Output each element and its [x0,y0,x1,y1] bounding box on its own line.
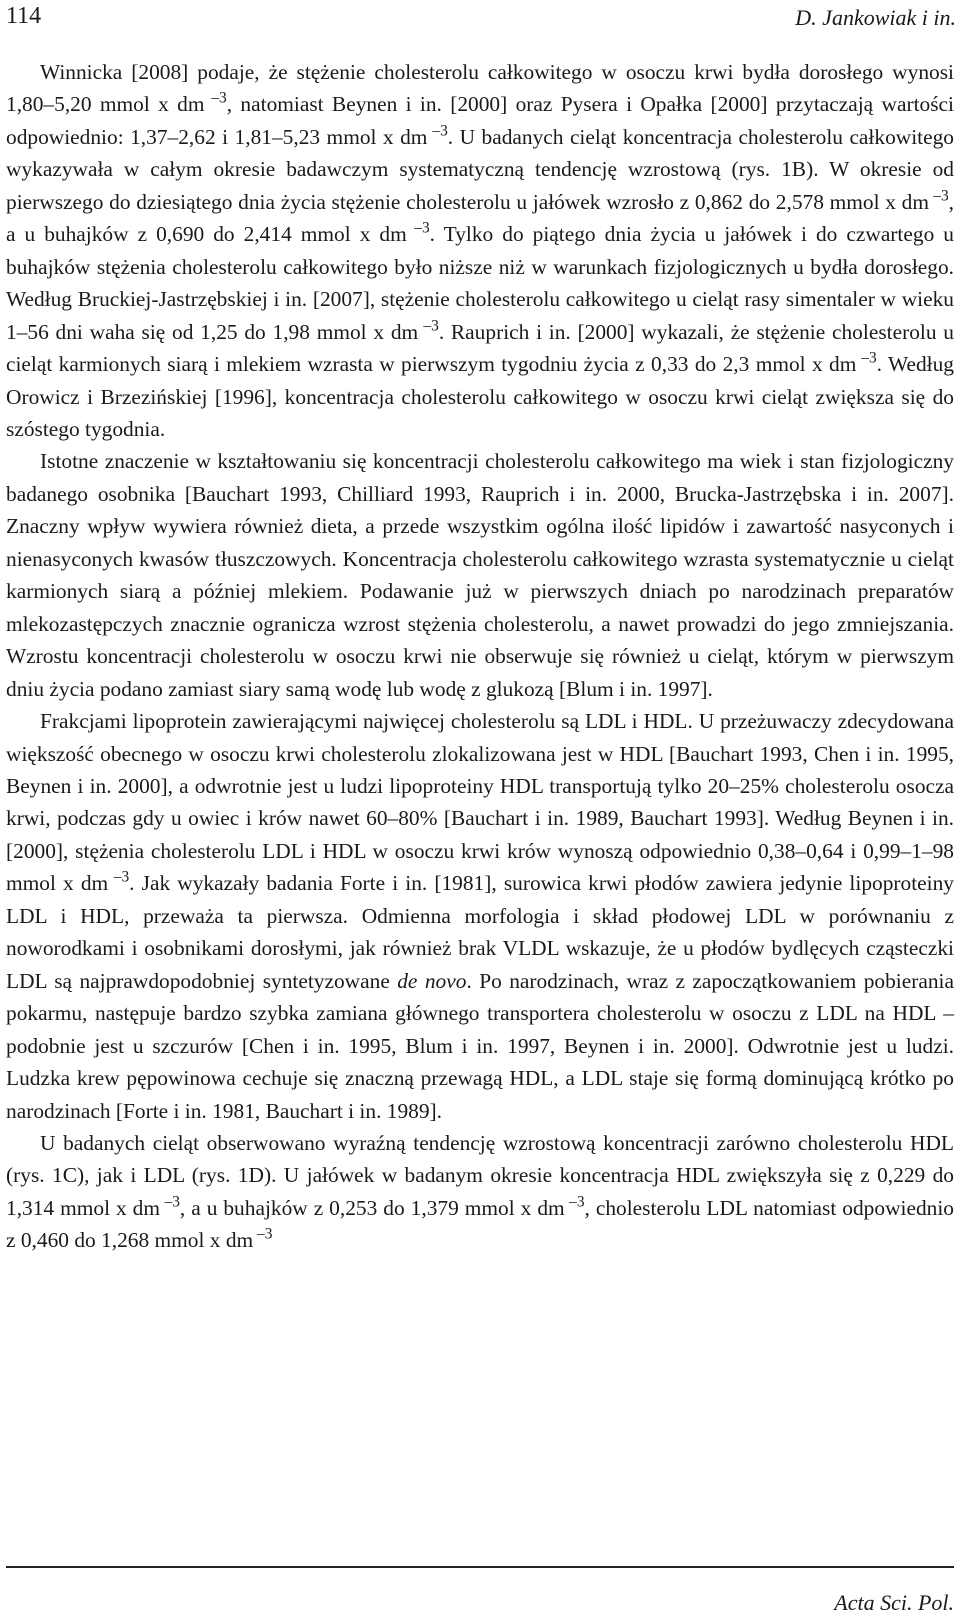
body-text [6,56,954,1257]
superscript-exponent: –3 [427,122,448,140]
text-run: U badanych cieląt obserwowano wyraźną tendencję wzrostową koncentracji zarówno cholesterolu HDL (rys. 1C), jak i LDL (rys. 1D). U jałówek w badanym okresie koncentracja HDL zwiększyła się z 0,229 do 1,314 mmol x dm [6,1130,954,1220]
text-run: , cholesterolu LDL natomiast odpowiednio z 0,460 do 1,268 mmol x dm [6,1195,954,1253]
text-run: Frakcjami lipoprotein zawierającymi najwięcej cholesterolu są LDL i HDL. U przeżuwaczy zdecydowana większość obecnego w osoczu krwi cholesterolu zlokalizowana jest w HDL [Bauchart 1993, Chen i in. 1995, Beynen i in. 2000], a odwrotnie jest u ludzi lipoproteiny HDL transportują tylko 20–25% cholesterolu osocza krwi, podczas gdy u owiec i krów nawet 60–80% [Bauchart i in. 1989, Bauchart 1993]. Według Beynen i in. [2000], stężenia cholesterolu LDL i HDL w osoczu krwi krów wynoszą odpowiednio 0,38–0,64 i 0,99–1–98 mmol x dm [6,709,954,896]
text-run: . Jak wykazały badania Forte i in. [1981], surowica krwi płodów zawiera jedynie lipoproteiny LDL i HDL, przeważa ta pierwsza. Odmienna morfologia i skład płodowej LDL w porównaniu z noworodkami i osobnikami dorosłymi, jak również brak VLDL wskazuje, że u płodów bydlęcych cząsteczki LDL są najprawdopodobniej syntetyzowane [6,871,954,993]
text-run: , a u buhajków z 0,690 do 2,414 mmol x dm [6,189,954,247]
text-run: . Po narodzinach, wraz z zapoczątkowaniem pobierania pokarmu, następuje bardzo szybka zamiana głównego transportera cholesterolu w osoczu z LDL na HDL – podobnie jest u szczurów [Chen i in. 1995, Blum i in. 1997, Beynen i in. 2000]. Odwrotnie jest u ludzi. Ludzka krew pępowinowa cechuje się znaczną przewagą HDL, a LDL staje się formą dominującą krótko po narodzinach [Forte i in. 1981, Bauchart i in. 1989]. [6,968,954,1123]
text-run: . Tylko do piątego dnia życia u jałówek i do czwartego u buhajków stężenia cholesterolu całkowitego było niższe niż w warunkach fizjologicznych u bydła dorosłego. Według Bruckiej-Jastrzębskiej i in. [2007], stężenie cholesterolu całkowitego u cieląt rasy simentaler w wieku 1–56 dni waha się od 1,25 do 1,98 mmol x dm [6,222,954,344]
paragraph [6,56,954,445]
running-head: D. Jankowiak i in. [795,5,956,30]
italic-term: de novo [397,968,467,993]
superscript-exponent: –3 [108,868,130,886]
text-run: Istotne znaczenie w kształtowaniu się koncentracji cholesterolu całkowitego ma wiek i stan fizjologiczny badanego osobnika [Bauchart 1993, Chilliard 1993, Rauprich i in. 2000, Brucka-Jastrzębska i in. 2007]. Znaczny wpływ wywiera również dieta, a przede wszystkim ogólna ilość lipidów i zawartość nasyconych i nienasyconych kwasów tłuszczowych. Koncentracja cholesterolu całkowitego wzrasta systematycznie u cieląt karmionych siarą a później mlekiem. Podawanie już w pierwszych dniach po narodzinach preparatów mlekozastępczych znacznie ogranicza wzrost stężenia cholesterolu, a nawet prowadzi do jego zmniejszania. Wzrostu koncentracji cholesterolu w osoczu krwi nie obserwuje się również u cieląt, którym w pierwszym dniu życia podano zamiast siary samą wodę lub wodę z glukozą [Blum i in. 1997]. [6,449,954,701]
text-run: . U badanych cieląt koncentracja cholesterolu całkowitego wykazywała w całym okresie badawczym systematyczną tendencję wzrostową (rys. 1B). W okresie od pierwszego do dziesiątego dnia życia stężenie cholesterolu u jałówek wzrosło z 0,862 do 2,578 mmol x dm [6,124,954,214]
text-run: . Rauprich i in. [2000] wykazali, że stężenie cholesterolu u cieląt karmionych siarą i mlekiem wzrasta w pierwszym tygodniu życia z 0,33 do 2,3 mmol x dm [6,319,954,377]
footer-rule [6,1566,954,1568]
footer-journal-title: Acta Sci. Pol. [834,1590,954,1615]
text-run: . Według Orowicz i Brzezińskiej [1996], koncentracja cholesterolu całkowitego w osoczu krwi cieląt zwiększa się do szóstego tygodnia. [6,352,954,441]
text-run: , a u buhajków z 0,253 do 1,379 mmol x dm [179,1195,565,1220]
text-run: , natomiast Beynen i in. [2000] oraz Pysera i Opałka [2000] przytaczają wartości odpowiednio: 1,37–2,62 i 1,81–5,23 mmol x dm [6,92,954,149]
paragraph [6,445,954,705]
superscript-exponent: –3 [856,349,877,367]
superscript-exponent: –3 [406,219,430,237]
superscript-exponent: –3 [253,1225,273,1243]
superscript-exponent: –3 [929,187,949,205]
superscript-exponent: –3 [418,317,439,335]
text-run: Winnicka [2008] podaje, że stężenie cholesterolu całkowitego w osoczu krwi bydła dorosłego wynosi 1,80–5,20 mmol x dm [6,60,954,117]
superscript-exponent: –3 [204,89,227,107]
superscript-exponent: –3 [564,1193,585,1211]
paragraph [6,1127,954,1257]
paragraph [6,705,954,1127]
page-number: 114 [6,3,42,29]
superscript-exponent: –3 [160,1193,180,1211]
